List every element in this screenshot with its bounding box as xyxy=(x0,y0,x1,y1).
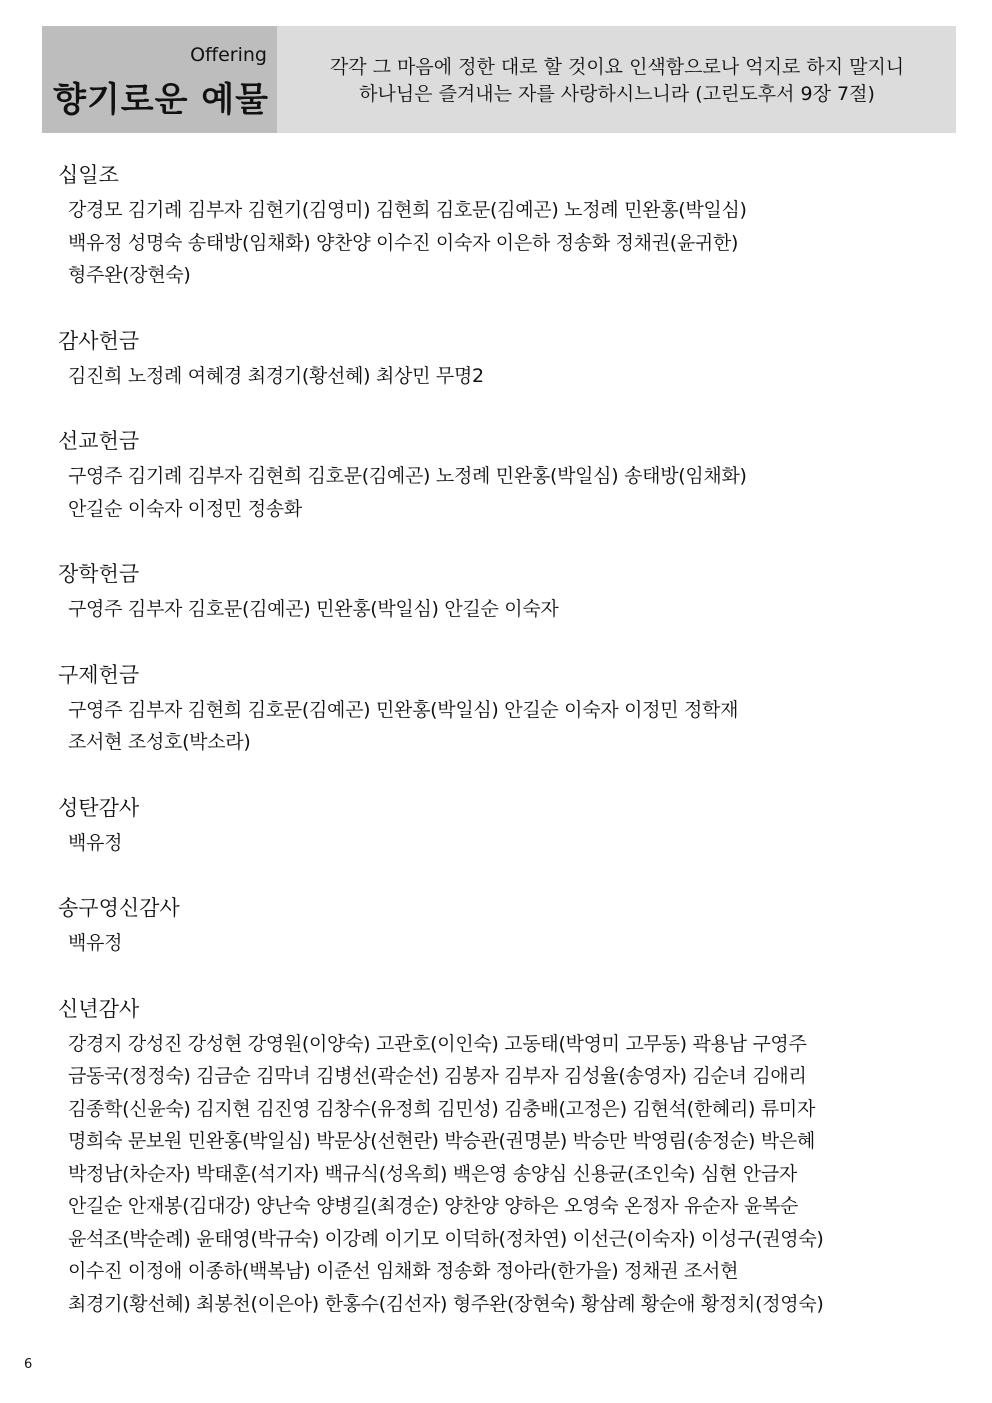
section-tithe xyxy=(58,160,948,292)
section-title: 장학헌금 xyxy=(58,562,140,586)
donor-line: 구영주 김부자 김호문(김예곤) 민완홍(박일심) 안길순 이숙자 xyxy=(68,598,559,620)
section-christmas xyxy=(58,793,948,860)
donor-line: 구영주 김부자 김현희 김호문(김예곤) 민완홍(박일심) 안길순 이숙자 이정민 정학재 xyxy=(68,698,739,721)
header-title-english: Offering xyxy=(190,44,267,66)
donor-line: 강경지 강성진 강성현 강영원(이양숙) 고관호(이인숙) 고동태(박영미 고무동) 곽용남 구영주 xyxy=(68,1032,807,1055)
donor-line: 이수진 이정애 이종하(백복남) 이준선 임채화 정송화 정아라(한가을) 정채권 조서현 xyxy=(68,1260,739,1282)
section-thanksgiving xyxy=(58,326,948,393)
section-title: 구제헌금 xyxy=(58,662,140,687)
donor-line: 형주완(장현숙) xyxy=(68,264,191,286)
section-mission xyxy=(58,426,948,525)
section-title: 성탄감사 xyxy=(58,795,140,820)
section-title: 십일조 xyxy=(58,163,119,187)
section-year-end xyxy=(58,893,948,960)
donor-line: 백유정 성명숙 송태방(임채화) 양찬양 이수진 이숙자 이은하 정송화 정채권(윤귀한) xyxy=(68,231,739,254)
section-relief xyxy=(58,660,948,759)
offering-header xyxy=(42,26,956,133)
donor-line: 안길순 안재봉(김대강) 양난숙 양병길(최경순) 양찬양 양하은 오영숙 온정자 유순자 윤복순 xyxy=(68,1195,799,1217)
donor-line: 안길순 이숙자 이정민 정송화 xyxy=(68,497,302,520)
section-title: 선교헌금 xyxy=(58,429,140,453)
header-title-box xyxy=(42,26,277,133)
donor-line: 박정남(차순자) 박태훈(석기자) 백규식(성옥희) 백은영 송양심 신용균(조인숙) 심현 안금자 xyxy=(68,1162,797,1185)
section-title: 신년감사 xyxy=(58,996,140,1021)
bible-verse-line: 각각 그 마음에 정한 대로 할 것이요 인색함으로나 억지로 하지 말지니 xyxy=(329,56,905,78)
donor-line: 구영주 김기례 김부자 김현희 김호문(김예곤) 노정례 민완홍(박일심) 송태방(임채화) xyxy=(68,465,747,487)
donor-line: 김종학(신윤숙) 김지현 김진영 김창수(유정희 김민성) 김충배(고정은) 김현석(한혜리) 류미자 xyxy=(68,1097,816,1120)
section-scholarship xyxy=(58,559,948,626)
donor-line: 조서현 조성호(박소라) xyxy=(68,731,251,753)
header-title-korean: 향기로운 예물 xyxy=(53,80,269,120)
donor-line: 금동국(정정숙) 김금순 김막녀 김병선(곽순선) 김봉자 김부자 김성율(송영자) 김순녀 김애리 xyxy=(68,1065,807,1087)
bible-verse xyxy=(287,54,947,108)
donor-line: 강경모 김기례 김부자 김현기(김영미) 김현희 김호문(김예곤) 노정례 민완홍(박일심) xyxy=(68,199,747,221)
donor-line: 백유정 xyxy=(68,932,123,954)
section-title: 감사헌금 xyxy=(58,328,140,353)
section-title: 송구영신감사 xyxy=(58,896,180,920)
donor-line: 명희숙 문보원 민완홍(박일심) 박문상(선현란) 박승관(권명분) 박승만 박영림(송정순) 박은혜 xyxy=(68,1130,816,1152)
page-number: 6 xyxy=(24,1357,33,1372)
donor-line: 최경기(황선혜) 최봉천(이은아) 한홍수(김선자) 형주완(장현숙) 황삼례 황순애 황정치(정영숙) xyxy=(68,1292,824,1315)
offering-list xyxy=(58,160,948,1354)
donor-line: 백유정 xyxy=(68,831,123,854)
donor-line: 윤석조(박순례) 윤태영(박규숙) 이강례 이기모 이덕하(정차연) 이선근(이숙자) 이성구(권영숙) xyxy=(68,1227,824,1250)
donor-line: 김진희 노정례 여혜경 최경기(황선혜) 최상민 무명2 xyxy=(68,364,484,387)
bible-verse-line: 하나님은 즐겨내는 자를 사랑하시느니라 (고린도후서 9장 7절) xyxy=(359,83,875,105)
section-new-year xyxy=(58,994,948,1321)
